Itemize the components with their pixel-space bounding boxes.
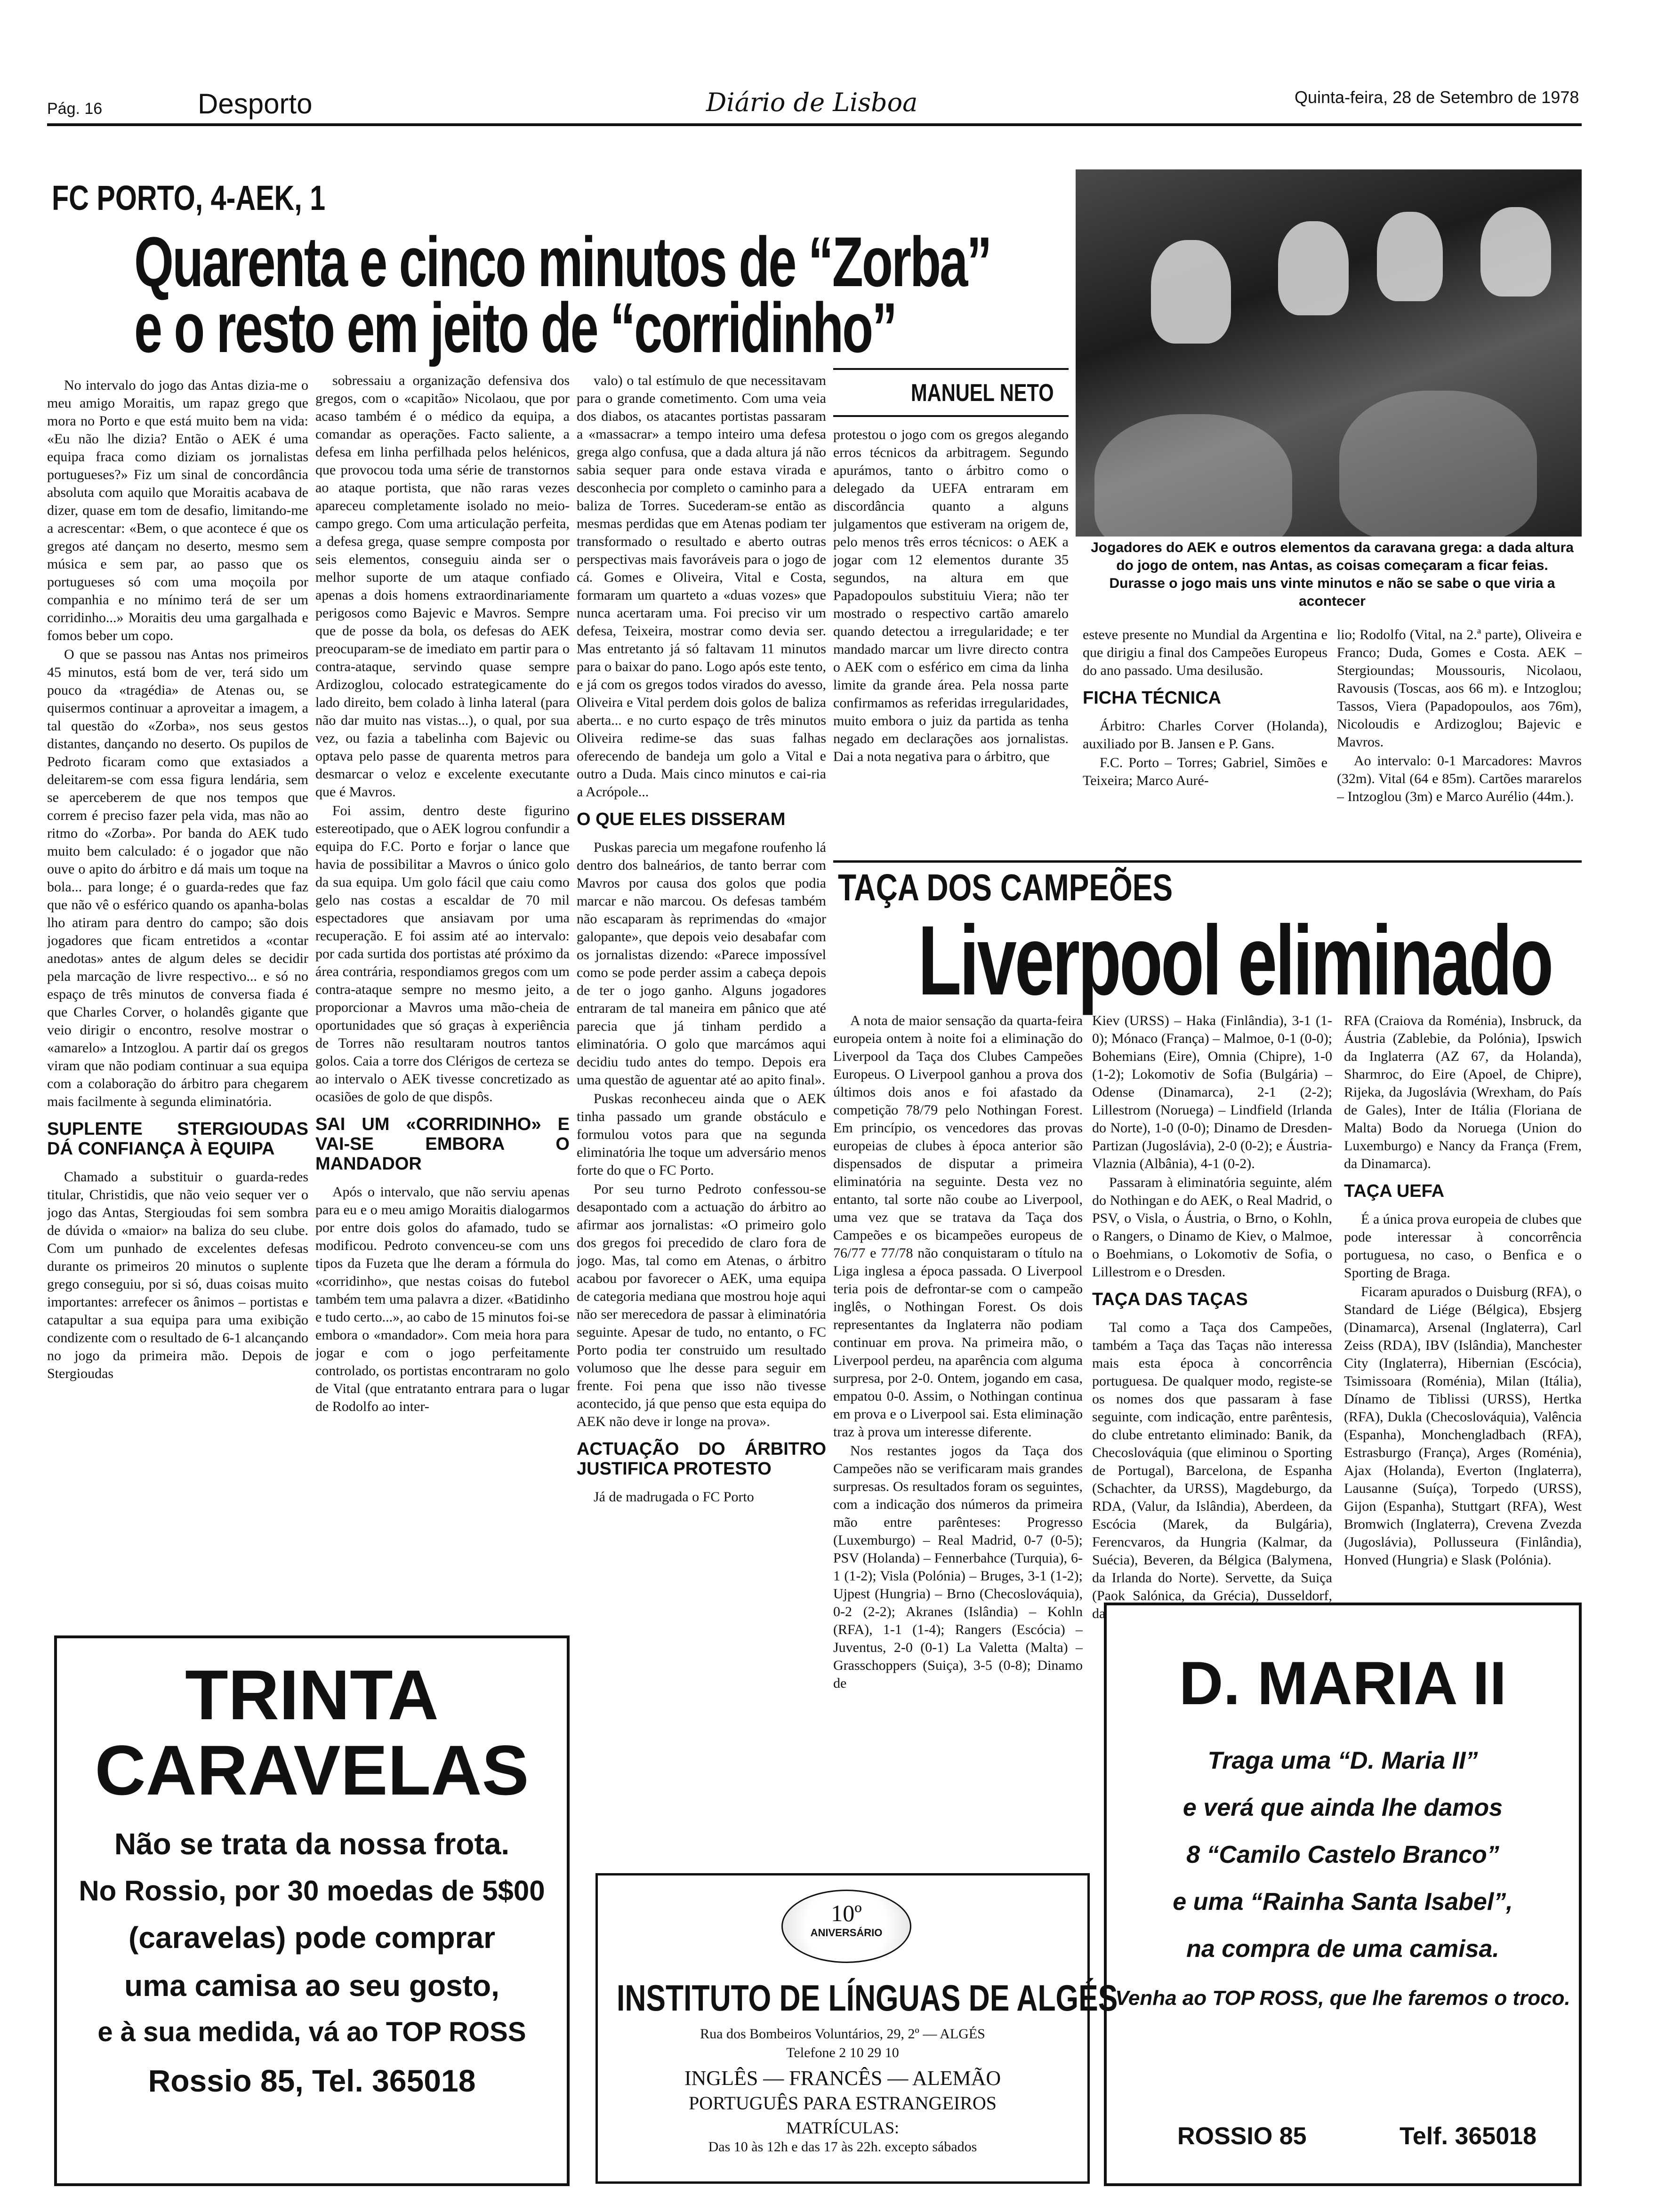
paragraph: No intervalo do jogo das Antas dizia-me o meu amigo Moraitis, um rapaz grego que mora no Porto e que está muito bem na vida: «Eu não lhe dizia? Então o AEK é uma equipa fraca como diziam os jornalistas portugueses?» Fiz um sinal de concordância absoluta com aquilo que Moraitis acabava de dizer, quase em tom de desafio, limitando-me a acrescentar: «Bem, o que acontece é que os gregos até dançam no deserto, mesmo sem música e sem par, ao passo que os portugueses só com uma moçoila por companhia e no mínimo terá de ser um corridinho...» Moraitis deu uma gargalhada e fomos beber um copo. <box>47 377 308 643</box>
page-number: Pág. 16 <box>47 100 103 118</box>
paragraph: RFA (Craiova da Roménia), Insbruck, da Áustria (Zablebie, da Polónia), Ipswich da Inglaterra (AZ 67, da Holanda), Sharmroc, do Eire (Apoel, de Chipre), Rijeka, da Jugoslávia (Wrexham, do País de Gales), Inter de Itália (Floriana de Malta) Bodo da Noruega (Union do Luxemburgo) e Nancy da França (Frem, da Dinamarca). <box>1344 1013 1582 1171</box>
institute-phone: Telefone 2 10 29 10 <box>786 2045 899 2060</box>
article-column-2 <box>315 372 570 1624</box>
newspaper-title: Diário de Lisboa <box>706 88 918 117</box>
ad-line: e à sua medida, vá ao TOP ROSS <box>97 2017 526 2047</box>
article-column-6 <box>1337 626 1582 857</box>
byline-rule-top <box>833 368 1069 370</box>
header-rule <box>47 123 1582 126</box>
ad-d-maria-ii <box>1104 1603 1582 2186</box>
paragraph: valo) o tal estímulo de que necessitavam para o grande cometimento. Com uma veia dos diabos, os atacantes portistas passaram a «massacrar» a tempo inteiro uma defesa grega algo confusa, que a dada altura já não sabia sequer para onde estava virada e desconhecia por completo o caminho para a baliza de Torres. Sucederam-se então as mesmas perdidas que em Atenas podiam ter transformado o resultado e aberto outras perspectivas mais favoráveis para o jogo de cá. Gomes e Oliveira, Vital e Costa, formaram um quarteto a «duas vozes» que nunca acertaram uma. Foi preciso vir um defesa, Teixeira, mostrar como devia ser. Mas entretanto já só faltavam 11 minutos para o baixar do pano. Logo após este tento, e já com os gregos todos virados do avesso, Oliveira e Vital perdem dois golos de baliza aberta... e no curto espaço de três minutos Oliveira redime-se das suas falhas oferecendo de bandeja um golo a Vital e outro a Duda. Mais cinco minutos e cai-ria a Acrópole... <box>577 373 826 800</box>
institute-hours: Das 10 às 12h e das 17 às 22h. excepto sábados <box>708 2139 977 2155</box>
subheading: ACTUAÇÃO DO ÁRBITRO JUSTIFICA PROTESTO <box>577 1439 826 1479</box>
photo-figure <box>1480 207 1551 297</box>
paragraph: Passaram à eliminatória seguinte, além do Nothingan e do AEK, o Real Madrid, o PSV, o Visla, o Áustria, o Brno, o Kohln, o Rangers, o Dinamo de Kiev, o Malmoe, o Boehmians, o Lokomotiv de Sofia, o Lillestrom e o Dresden. <box>1092 1175 1332 1280</box>
paragraph: É a única prova europeia de clubes que pode interessar à concorrência portuguesa, no caso, o Benfica e o Sporting de Braga. <box>1344 1211 1582 1281</box>
section-name: Desporto <box>198 88 313 120</box>
institute-languages-2: PORTUGUÊS PARA ESTRANGEIROS <box>688 2092 997 2114</box>
subheading: SUPLENTE STERGIOUDAS DÁ CONFIANÇA À EQUIPA <box>47 1119 308 1159</box>
paragraph: Já de madrugada o FC Porto <box>594 1489 754 1505</box>
article-column-5 <box>1083 626 1327 857</box>
liverpool-headline: Liverpool eliminado <box>918 905 1552 1016</box>
headline-line-2: e o resto em jeito de “corridinho” <box>134 288 896 367</box>
paragraph: Kiev (URSS) – Haka (Finlândia), 3-1 (1-0); Mónaco (França) – Malmoe, 0-1 (0-0); Bohemians (Eire), Omnia (Chipre), 1-0 (1-2); Lokomotiv de Sofia (Bulgária) – Odense (Dinamarca), 2-1 (2-2); Lillestrom (Noruega) – Lindfield (Irlanda do Norte), 1-0 (0-0); Dinamo de Dresden- Partizan (Jugoslávia), 2-0 (0-2); e Áustria-Vlaznia (Albânia), 4-1 (0-2). <box>1092 1013 1332 1171</box>
subheading: TAÇA DAS TAÇAS <box>1092 1290 1248 1309</box>
ad-line: e uma “Rainha Santa Isabel”, <box>1173 1888 1513 1915</box>
ad-line: No Rossio, por 30 moedas de 5$00 <box>79 1875 545 1907</box>
headline-line-1: Quarenta e cinco minutos de “Zorba” <box>134 222 991 301</box>
article-kicker: FC PORTO, 4-AEK, 1 <box>52 178 326 217</box>
photo-figure <box>1151 240 1231 344</box>
photo-figure <box>1377 212 1443 301</box>
paragraph: Por seu turno Pedroto confessou-se desapontado com a actuação do árbitro ao afirmar aos jornalistas: «O primeiro golo dos gregos foi precedido de claro fora de jogo. Mas, tal como em Atenas, o árbitro acabou por favorecer o AEK, uma equipa de categoria mediana que mostrou hoje aqui não ser merecedora de passar à eliminatória seguinte. Apesar de tudo, no entanto, o FC Porto podia ter construido um resultado volumoso que lhe desse para seguir em frente. Foi pena que isso não tivesse acontecido, já que penso que esta equipa do AEK não deve ir longe na prova». <box>577 1181 826 1429</box>
liverpool-kicker: TAÇA DOS CAMPEÕES <box>838 866 1173 908</box>
paragraph: protestou o jogo com os gregos alegando erros técnicos da arbitragem. Segundo apurámos, tanto o árbitro como o delegado da UEFA entraram em discordância quanto a alguns julgamentos que estiveram na origem de, pelo menos três erros técnicos: o AEK a jogar com 12 elementos durante 35 segundos, na altura em que Papadopoulos substituiu Viera; não ter mostrado o respectivo cartão amarelo quando detectou a irregularidade; e ter mandado marcar um livre directo contra o AEK com o esférico em cima da linha limite da grande área. Pela nossa parte confirmamos as referidas irregularidades, muito embora o juiz da partida as tenha negado em declarações aos jornalistas. Dai a nota negativa para o árbitro, que <box>833 427 1069 764</box>
ad-footer-right: Telf. 365018 <box>1399 2123 1536 2150</box>
paragraph: A nota de maior sensação da quarta-feira europeia ontem à noite foi a eliminação do Liverpool da Taça dos Clubes Campeões Europeus. O Liverpool ganhou a prova dos últimos dois anos e foi afastado da competição 78/79 pelo Nothingan Forest. Em princípio, os vencedores das provas europeias de clubes à época anterior são dispensados de disputar a primeira eliminatória na seguinte. Desta vez no entanto, tal sorte não coube ao Liverpool, uma vez que se tratava da Taça dos Campeões e os bicampeões europeus de 76/77 e 77/78 não conquistaram o título na Liga inglesa a época passada. O Liverpool teria pois de defrontar-se com o campeão inglês, o Nothingan Forest. Os dois representantes da Inglaterra não podiam continuar em prova. Na primeira mão, o Liverpool perdeu, na aparência com alguma surpresa, por 2-0. Ontem, jogando em casa, empatou 0-0. Assim, o Nothingan continua em prova e o Liverpool sai. Esta eliminação traz à prova um interesse diferente. <box>833 1013 1083 1440</box>
paragraph: sobressaiu a organização defensiva dos gregos, com o «capitão» Nicolaou, que por acaso também é o médico da equipa, a comandar as operações. Facto saliente, a defesa em linha perfilhada pelos helénicos, que provocou toda uma série de transtornos ao ataque portista, que não raras vezes apareceu completamente isolado no meio-campo grego. Com uma articulação perfeita, a defesa grega, quase sempre composta por seis elementos, conseguiu ainda ser o melhor suporte de um ataque confiado apenas a dois homens extraordinariamente perigosos como Bajevic e Mavros. Sempre que de posse da bola, os defesas do AEK preocuparam-se de imediato em partir para o contra-ataque, servindo quase sempre Ardizoglou, colocado estrategicamente do lado direito, bem colado à linha lateral (para não dar muito nas vistas...), o qual, por sua vez, ou fazia a tabelinha com Bajevic ou optava pelo passe de quarenta metros para desmarcar o veloz e excelente executante que é Mavros. <box>315 373 570 800</box>
photo-caption: Jogadores do AEK e outros elementos da caravana grega: a dada altura do jogo de ontem, nas Antas, as coisas começaram a ficar feias. Durasse o jogo mais uns vinte minutos e não se sabe o que viria a acontecer <box>1091 540 1574 609</box>
subheading: SAI UM «CORRIDINHO» E VAI-SE EMBORA O MANDADOR <box>315 1114 570 1174</box>
paragraph: Chamado a substituir o guarda-redes titular, Christidis, que não veio sequer ver o jogo das Antas, Stergioudas foi sem sombra de dúvida o «maior» na baliza do seu clube. Com um punhado de excelentes defesas durante os primeiros 20 minutos o suplente grego conseguiu, por si só, duas coisas muito importantes: arrefecer os ânimos – portistas e catapultar a sua equipa para uma exibição condizente com o resultado de 6-1 alcançando no jogo da primeira mão. Depois de Stergioudas <box>47 1169 308 1381</box>
article-column-3 <box>577 372 826 1821</box>
ad-instituto-linguas <box>595 1873 1118 2184</box>
liverpool-column-2 <box>1092 1012 1332 1666</box>
paragraph: Após o intervalo, que não serviu apenas para eu e o meu amigo Moraitis dialogarmos por entre dois golos do afamado, tudo se modificou. Pedroto convenceu-se com uns tipos da Fuzeta que lhe deram a fórmula do «corridinho», que nestas coisas do futebol também tem uma palavra a dizer. «Batidinho e tudo certo...», ao cabo de 15 minutos foi-se embora o «mandador». Com meia hora para jogar e com o jogo perfeitamente controlado, os portistas encontraram no golo de Vital (que entratanto entrara para o lugar de Rodolfo ao inter- <box>315 1184 570 1414</box>
ad-line: Venha ao TOP ROSS, que lhe faremos o troco. <box>1115 1987 1570 2010</box>
paragraph: Foi assim, dentro deste figurino estereotipado, que o AEK logrou confundir a equipa do F.C. Porto e forjar o lance que havia de possibilitar a Mavros o único golo da sua equipa. Um golo fácil que caiu como gelo nas costas a escaldar de 70 mil espectadores que ansiavam por uma recuperação. E foi assim até ao intervalo: por cada surtida dos portistas até próximo da área contrária, respondiamos gregos com um contra-ataque sempre no mesmo jeito, a proporcionar a Mavros uma mão-cheia de oportunidades que só graças à experiência de Torres não resultaram noutros tantos golos. Caia a torre dos Clérigos de certeza se ao intervalo o AEK tivesse concretizado as ocasiões de golo de que dispôs. <box>315 803 570 1105</box>
paragraph: Tal como a Taça dos Campeões, também a Taça das Taças não interessa mais esta época à concorrência portuguesa. De qualquer modo, registe-se os nomes dos que passaram à fase seguinte, com indicação, entre parêntesis, do clube entretanto eliminado: Banik, da Checoslováquia (que eliminou o Sporting de Portugal), Barcelona, de Espanha (Schachter, da URSS), Magdeburgo, da RDA, (Valur, da Islândia), Aberdeen, da Escócia (Marek, da Bulgária), Ferencvaros, da Hungria (Kalmar, da Suécia), Beveren, da Bélgica (Balymena, da Irlanda do Norte). Servette, da Suiça (Paok Salónica, da Grécia), Dusseldorf, da <box>1092 1320 1332 1621</box>
ad-line: na compra de uma camisa. <box>1186 1935 1499 1963</box>
photo-figure <box>1339 391 1537 537</box>
byline-rule-bottom <box>833 415 1069 417</box>
ad-line: Traga uma “D. Maria II” <box>1207 1747 1478 1774</box>
paragraph: Árbitro: Charles Corver (Holanda), auxiliado por B. Jansen e P. Gans. <box>1083 718 1327 752</box>
ad-title: D. MARIA II <box>1179 1649 1507 1717</box>
byline: MANUEL NETO <box>911 379 1054 407</box>
liverpool-column-3 <box>1344 1012 1582 1666</box>
ad-line: 8 “Camilo Castelo Branco” <box>1186 1841 1499 1868</box>
ad-line: Não se trata da nossa frota. <box>114 1827 510 1861</box>
paragraph: esteve presente no Mundial da Argentina e que dirigiu a final dos Campeões Europeus do ano passado. Uma desilusão. <box>1083 627 1327 678</box>
liverpool-column-1 <box>833 1012 1083 1821</box>
paragraph: lio; Rodolfo (Vital, na 2.ª parte), Oliveira e Franco; Duda, Gomes e Costa. AEK – Stergioundas; Moussouris, Nicolaou, Ravousis (Toscas, aos 66 m). e Intzoglou; Tassos, Viera (Papadopoulos, aos 76m), Nicoloudis e Ardizoglou; Bajevic e Mavros. <box>1337 627 1582 750</box>
ad-title: TRINTA <box>185 1655 439 1734</box>
article-column-4 <box>833 426 1069 857</box>
ad-line: uma camisa ao seu gosto, <box>124 1969 499 2003</box>
article-column-1 <box>47 377 308 1624</box>
paragraph: Puskas reconheceu ainda que o AEK tinha passado um grande obstáculo e formulou votos para que na segunda eliminatória lhe toque um adversário menos forte do que o FC Porto. <box>577 1091 826 1178</box>
paragraph: O que se passou nas Antas nos primeiros 45 minutos, está bom de ver, terá sido um pouco da «tragédia» de Atenas ou, se quisermos continuar a aproveitar a imagem, a tal questão do «Zorba», nos seus gestos distantes, dançando no deserto. Os pupilos de Pedroto ficaram como que extasiados a deleitarem-se com essa figura lendária, sem se aperceberem de que nos tempos que correm é preciso fazer pela vida, mas não ao ritmo do «Zorba». Por banda do AEK tudo muito bem calculado: é o jogador que não ouve o apito do árbitro e dá mais um toque na bola... para longe; é o guarda-redes que faz que não vê o esférico quando os apanha-bolas lho atiram para dentro do campo; são dois jogadores que ficam entretidos a «contar anedotas» antes de algum deles se decidir pela marcação de livre respectivo... e só no espaço de três minutos de conversa fiada é que Charles Corver, o holandês gigante que veio dirigir o encontro, resolve mostrar o «amarelo» a Intzoglou. A partir daí os gregos viram que não podiam continuar a sua equipa com a colaboração do árbitro para chegarem mais facilmente à segunda eliminatória. <box>47 647 308 1109</box>
institute-matric: MATRÍCULAS: <box>786 2118 900 2137</box>
badge-number: 10º <box>831 1900 862 1926</box>
ad-line: (caravelas) pode comprar <box>129 1921 495 1955</box>
ad-line: e verá que ainda lhe damos <box>1182 1794 1503 1821</box>
ad-line: Rossio 85, Tel. 365018 <box>148 2063 476 2098</box>
ad-footer-left: ROSSIO 85 <box>1177 2123 1307 2150</box>
subheading: FICHA TÉCNICA <box>1083 688 1222 708</box>
photo-figure <box>1278 221 1349 315</box>
badge-text: ANIVERSÁRIO <box>810 1927 883 1939</box>
paragraph: Puskas parecia um megafone roufenho lá dentro dos balneários, de tanto berrar com Mavros por causa dos golos que podia marcar e não marcou. Os defesas também não escaparam às reprimendas do «major galopante», que depois veio desabafar com os jornalistas dizendo: «Parece impossível como se pode perder assim a cabeça depois de ter o jogo ganho. Alguns jogadores entraram de tal maneira em pânico que até parecia que já tinham perdido a eliminatória. O golo que marcámos aqui decidiu tudo antes do tempo. Depois era uma questão de aguentar até ao apito final». <box>577 840 826 1088</box>
ad-trinta-caravelas <box>54 1635 570 2186</box>
ad-title: CARAVELAS <box>95 1731 529 1810</box>
team-photo <box>1076 169 1582 537</box>
institute-title: INSTITUTO DE LÍNGUAS DE ALGÉS <box>617 1977 1118 2019</box>
issue-date: Quinta-feira, 28 de Setembro de 1978 <box>1295 88 1579 107</box>
anniversary-badge <box>781 1890 911 1963</box>
subheading: TAÇA UEFA <box>1344 1181 1445 1201</box>
subheading: O QUE ELES DISSERAM <box>577 809 786 829</box>
section-divider <box>833 860 1582 863</box>
institute-languages: INGLÊS — FRANCÊS — ALEMÃO <box>684 2067 1001 2090</box>
paragraph: Ao intervalo: 0-1 Marcadores: Mavros (32m). Vital (64 e 85m). Cartões mararelos – Intzoglou (3m) e Marco Aurélio (44m.). <box>1337 753 1582 804</box>
photo-figure <box>1094 414 1292 537</box>
paragraph: Ficaram apurados o Duisburg (RFA), o Standard de Liége (Bélgica), Ebsjerg (Dinamarca), Arsenal (Inglaterra), Carl Zeiss (RDA), IBV (Islândia), Manchester City (Inglaterra), Hibernian (Escócia), Tsimissoara (Roménia), Milan (Itália), Dínamo de Tiblissi (URSS), Hertka (RFA), Dukla (Checoslováquia), Valência (Espanha), Monchengladbach (RFA), Estrasburgo (França), Arges (Roménia), Ajax (Holanda), Everton (Inglaterra), Lausanne (Suíça), Torpedo (URSS), Gijon (Espanha), Stuttgart (RFA), West Bromwich (Inglaterra), Crevena Zvezda (Jugoslávia), Pollusseura (Finlândia), Honved (Hungria) e Slask (Polónia). <box>1344 1284 1582 1568</box>
institute-address: Rua dos Bombeiros Voluntários, 29, 2º — ALGÉS <box>700 2026 985 2042</box>
paragraph: Nos restantes jogos da Taça dos Campeões não se verificaram mais grandes surpresas. Os resultados foram os seguintes, com a indicação dos números da primeira mão entre parênteses: Progresso (Luxemburgo) – Real Madrid, 0-7 (0-5); PSV (Holanda) – Fennerbahce (Turquia), 6-1 (1-2); Visla (Polónia) – Bruges, 3-1 (1-2); Ujpest (Hungria) – Brno (Checoslováquia), 0-2 (2-2); Akranes (Islândia) – Kohln (RFA), 1-1 (1-4); Rangers (Escócia) – Juventus, 2-0 (0-1) La Valetta (Malta) – Grasschoppers (Suiça), 3-5 (0-8); Dinamo de <box>833 1443 1083 1691</box>
paragraph: F.C. Porto – Torres; Gabriel, Simões e Teixeira; Marco Auré- <box>1083 755 1327 788</box>
